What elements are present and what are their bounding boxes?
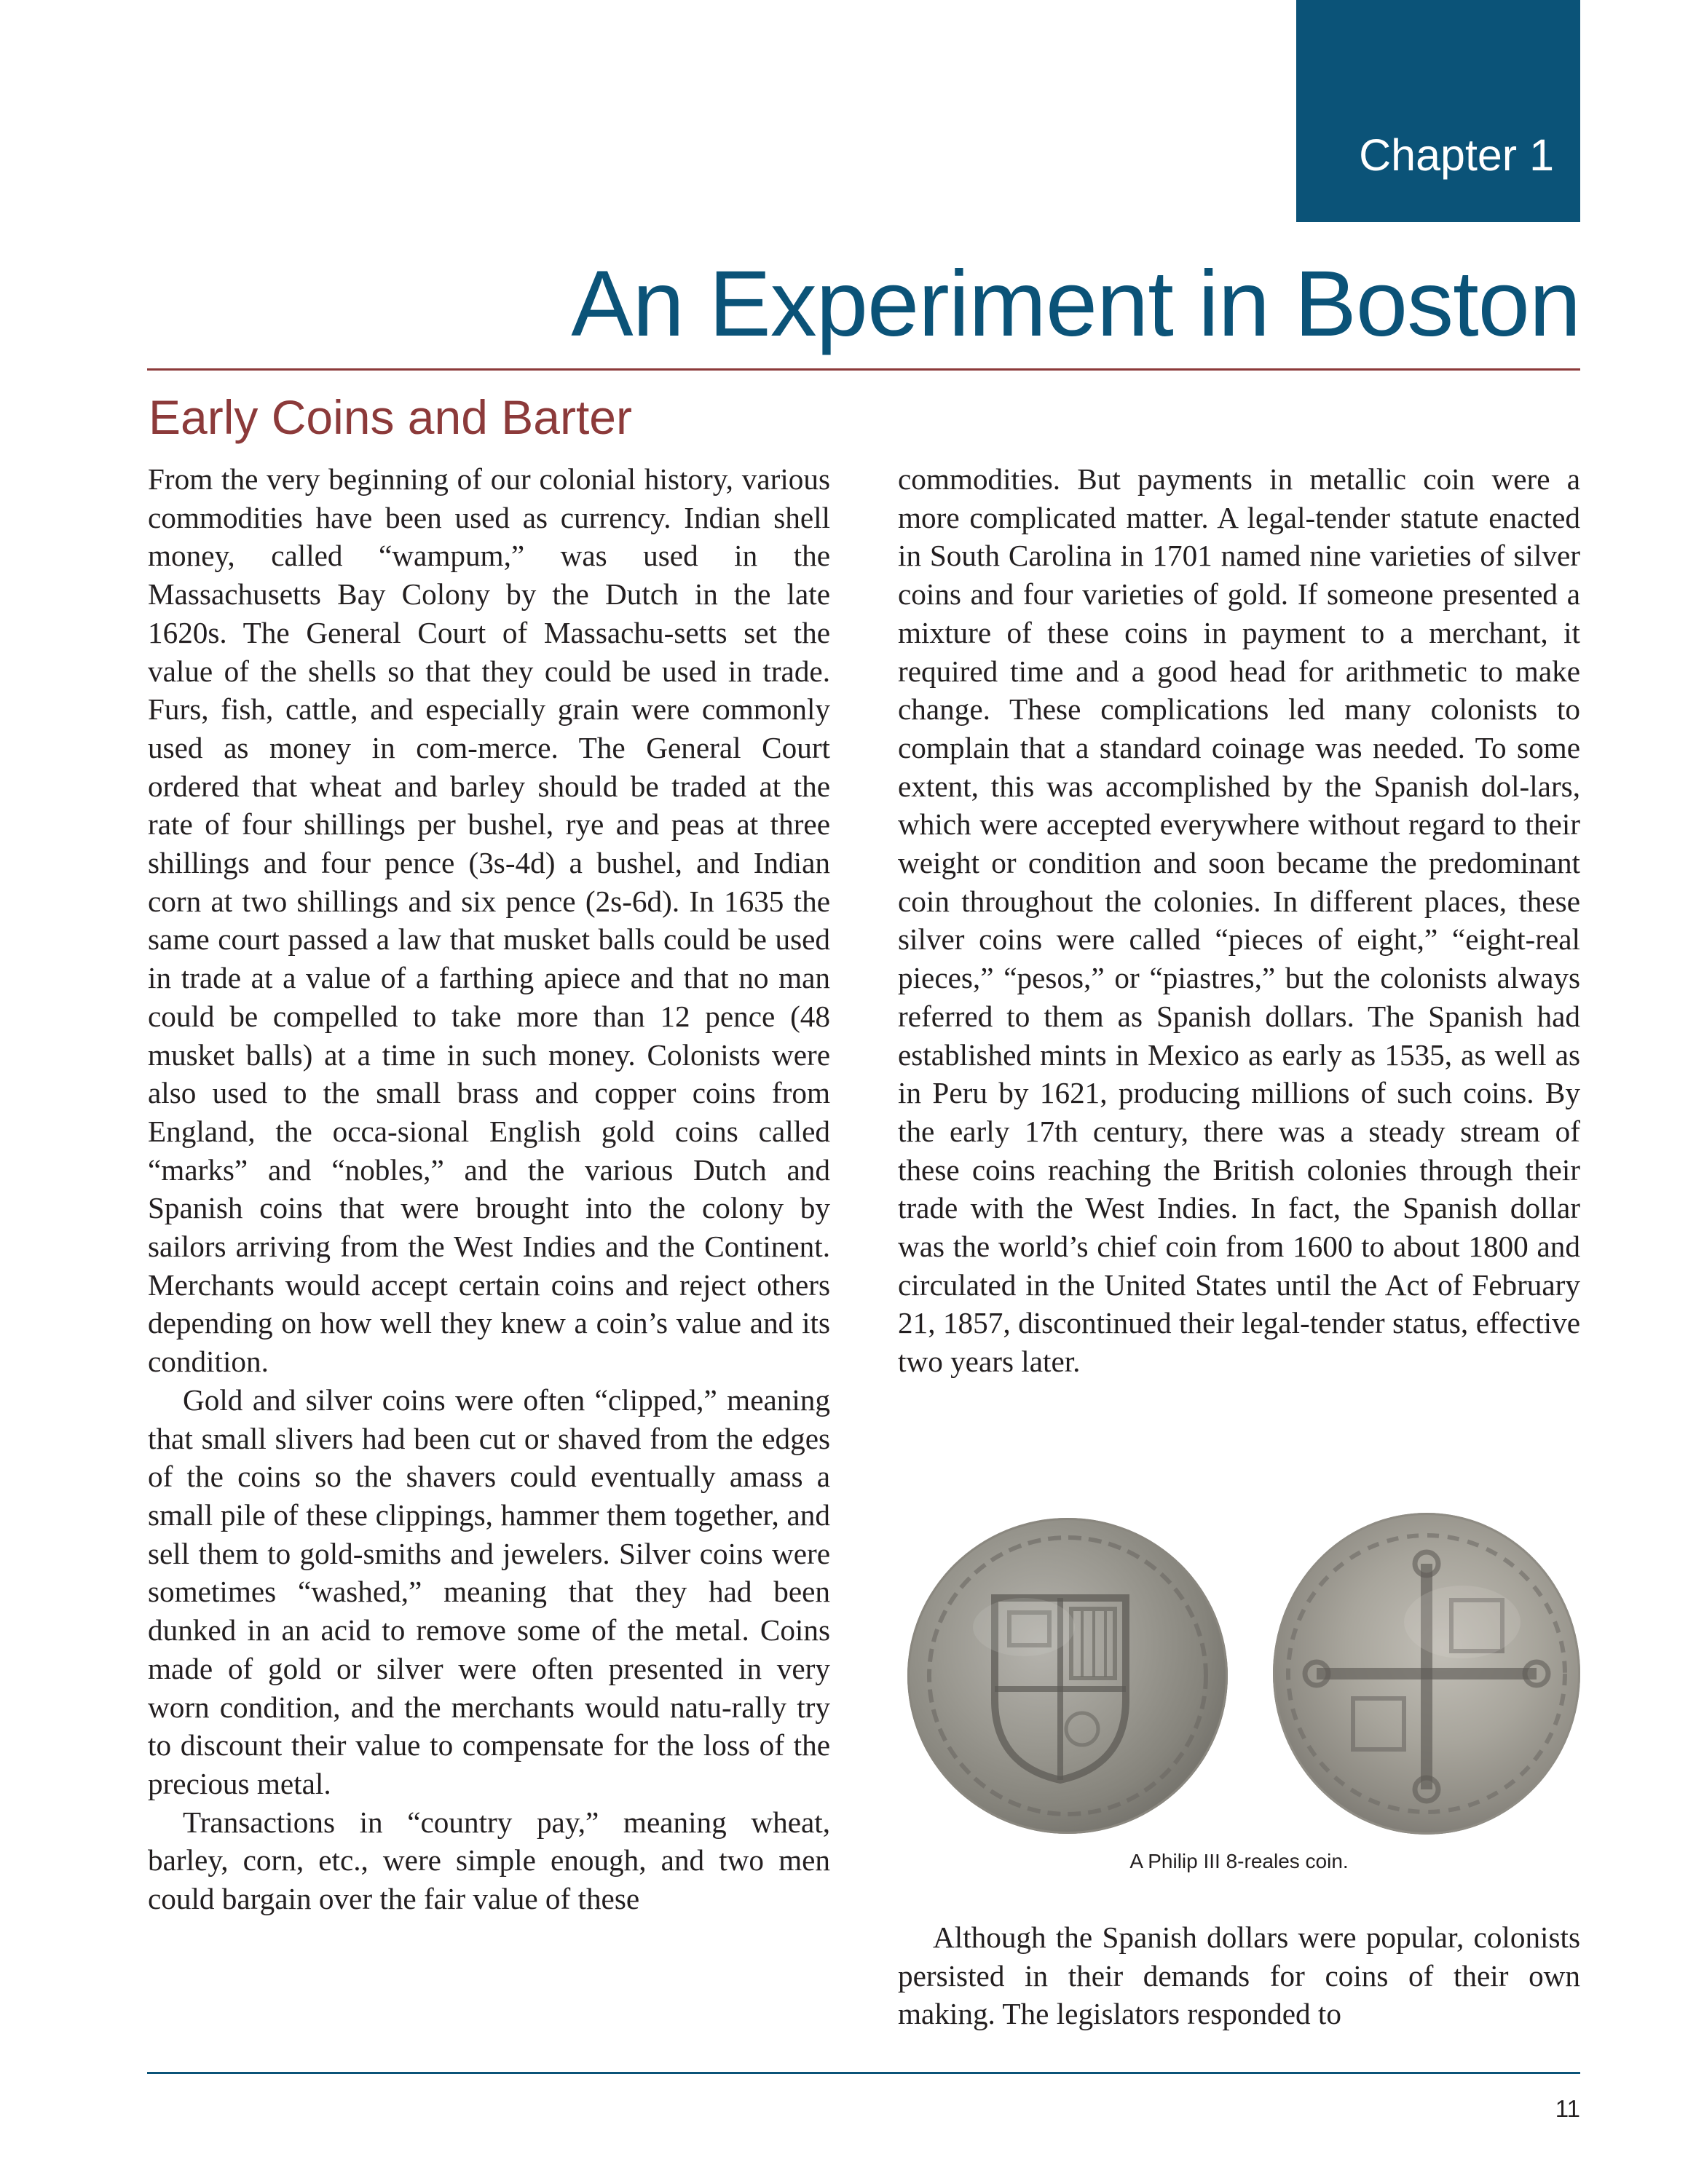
chapter-title: An Experiment in Boston xyxy=(571,252,1580,356)
left-column xyxy=(148,460,830,1918)
section-heading: Early Coins and Barter xyxy=(149,390,632,444)
right-column-bottom xyxy=(898,1918,1580,2033)
body-paragraph: Transactions in “country pay,” meaning wheat, barley, corn, etc., were simple enough, and two men could bargain over the fair value of these xyxy=(148,1805,830,1916)
figure-caption: A Philip III 8-reales coin. xyxy=(1129,1850,1349,1872)
body-paragraph: commodities. But payments in metallic coin were a more complicated matter. A legal-tender statute enacted in South Carolina in 1701 named nine varieties of silver coins and four varieties of gold. If someone presented a mixture of these coins in payment to a merchant, it required time and a good head for arithmetic to make change. These complications led many colonists to complain that a standard coinage was needed. To some extent, this was accomplished by the Spanish dol-lars, which were accepted everywhere without regard to their weight or condition and soon became the predominant coin throughout the colonies. In different places, these silver coins were called “pieces of eight,” “eight-real pieces,” “pesos,” or “piastres,” but the colonists always referred to them as Spanish dollars. The Spanish had established mints in Mexico as early as 1535, as well as in Peru by 1621, producing millions of such coins. By the early 17th century, there was a steady stream of these coins reaching the British colonies through their trade with the West Indies. In fact, the Spanish dollar was the world’s chief coin from 1600 to about 1800 and circulated in the United States until the Act of February 21, 1857, discontinued their legal-tender status, effective two years later. xyxy=(898,462,1580,1379)
body-paragraph: From the very beginning of our colonial history, various commodities have been used as currency. Indian shell money, called “wampum,” was used in the Massachusetts Bay Colony by the Dutch in the late 1620s. The General Court of Massachu-setts set the value of the shells so that they could be used in trade. Furs, fish, cattle, and especially grain were commonly used as money in com-merce. The General Court ordered that wheat and barley should be traded at the rate of four shillings per bushel, rye and peas at three shillings and four pence (3s-4d) a bushel, and Indian corn at two shillings and six pence (2s-6d). In 1635 the same court passed a law that musket balls could be used in trade at a value of a farthing apiece and that no man could be compelled to take more than 12 pence (48 musket balls) at a time in such money. Colonists were also used to the small brass and copper coins from England, the occa-sional English gold coins called “marks” and “nobles,” and the various Dutch and Spanish coins that were brought into the colony by sailors arriving from the West Indies and the Continent. Merchants would accept certain coins and reject others depending on how well they knew a coin’s value and its condition. xyxy=(148,462,830,1379)
coin-obverse-shield-icon xyxy=(907,1518,1228,1834)
right-column-top xyxy=(898,460,1580,1381)
coin-obverse-image xyxy=(907,1518,1228,1834)
chapter-label: Chapter 1 xyxy=(1359,130,1554,180)
coin-reverse-image xyxy=(1273,1513,1580,1835)
page-number: 11 xyxy=(1555,2095,1580,2122)
body-paragraph: Although the Spanish dollars were popular, colonists persisted in their demands for coins of their own making. The legislators responded to xyxy=(898,1920,1580,2031)
coin-reverse-cross-icon xyxy=(1273,1513,1580,1835)
footer-divider xyxy=(147,2072,1580,2074)
body-paragraph: Gold and silver coins were often “clipped,” meaning that small slivers had been cut or shaved from the edges of the coins so the shavers could eventually amass a small pile of these clippings, hammer them together, and sell them to gold-smiths and jewelers. Silver coins were sometimes “washed,” meaning that they had been dunked in an acid to remove some of the metal. Coins made of gold or silver were often presented in very worn condition, and the merchants would natu-rally try to discount their value to compensate for the loss of the precious metal. xyxy=(148,1382,830,1800)
title-divider xyxy=(147,368,1580,371)
chapter-tab xyxy=(1296,0,1580,222)
